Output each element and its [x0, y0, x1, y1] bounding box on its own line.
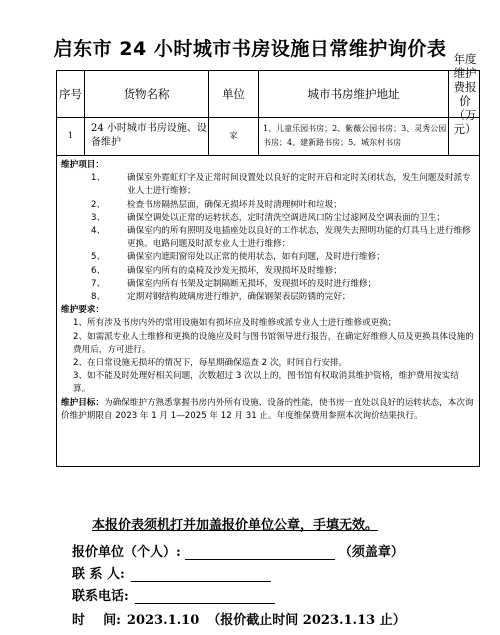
footer-notice: 本报价表须机打并加盖报价单位公章，手填无效。: [92, 518, 379, 533]
contact-label: 联 系 人:: [72, 567, 125, 582]
header-price: 年度维护费报价（万元）: [453, 52, 477, 136]
row-goods-name: 24 小时城市书房设施、设备维护: [85, 117, 209, 155]
row-price-field[interactable]: [449, 117, 481, 155]
row-unit: 家: [209, 117, 259, 155]
quoter-line: [72, 538, 472, 560]
maintenance-heading: 维护项目：: [61, 160, 104, 170]
header-name: 货物名称: [85, 71, 209, 117]
requirement-item: 3、如不能及时处理好相关问题，次数超过 3 次以上的，图书馆有权取消其维护资格，维护费用按实结算。: [73, 371, 459, 395]
goal-paragraph: [61, 397, 475, 423]
goal-text: 为确保维护方熟悉掌握书房内外所有设施、设备的性能，使书房一直处以良好的运转状态，本次询价维护期限自 2023 年 1 月 1—2025 年 12 月 31 止。年度维保费用参照本次询价结果执行。: [61, 397, 474, 421]
seal-note: （须盖章）: [338, 545, 404, 560]
quoter-label: 报价单位（个人）:: [72, 545, 181, 560]
table-row: [57, 117, 479, 156]
phone-input[interactable]: [135, 590, 275, 604]
contact-input[interactable]: [131, 568, 271, 582]
maintenance-item: 4、 确保室内的所有照明及电插座处以良好的工作状态，发现失去照明功能的灯具马上进行维修更换。电路问题及时派专业人士进行维修；: [91, 226, 471, 250]
maintenance-item: 8、 定期对钢结构玻璃房进行维护，确保钢架表层防锈的完好；: [91, 292, 351, 303]
details-section: [61, 159, 475, 423]
page-title: 启东市 24 小时城市书房设施日常维护询价表: [53, 38, 447, 60]
time-label: 时 间:: [72, 613, 121, 628]
maintenance-item: 5、 确保室内遮阳窗帘处以正常的使用状态，如有问题，及时进行维修；: [91, 252, 385, 263]
phone-line: [72, 582, 472, 604]
row-address: 1、儿童乐园书房；2、紫薇公园书房；3、灵秀公园书房；4、建新路书房；5、城东村书房: [259, 117, 449, 155]
maintenance-item: 7、 确保室内所有书架及定制隔断无损坏，发现损坏的及时进行维修；: [91, 278, 377, 289]
requirement-item: 2、在日常设施无损坏的情况下，每星期确保巡查 2 次，时间自行安排。: [73, 358, 348, 369]
header-index: 序号: [57, 71, 85, 117]
quoter-input[interactable]: [185, 546, 335, 560]
header-unit: 单位: [209, 71, 259, 117]
goal-heading: 维护目标：: [61, 397, 104, 408]
footer: [72, 514, 472, 628]
requirements-heading: 维护要求：: [61, 305, 104, 316]
requirement-item: 1、所有涉及书房内外的常用设施如有损坏应及时维修或派专业人士进行维修或更换；: [73, 318, 397, 329]
maintenance-item: 1、 确保室外霓虹灯字及正常时间设置处以良好的定时开启和定时关闭状态，发生问题及时派专业人士进行维修；: [91, 173, 471, 197]
inquiry-table: [56, 52, 480, 467]
maintenance-item: 6、 确保室内所有的桌椅及沙发无损坏，发现损坏及时维修；: [91, 265, 342, 276]
deadline-note: （报价截止时间 2023.1.13 止）: [207, 613, 406, 628]
time-line: [72, 604, 472, 628]
row-index: 1: [57, 117, 85, 155]
time-value: 2023.1.10: [126, 613, 200, 628]
phone-label: 联系电话:: [72, 589, 129, 604]
maintenance-item: 2、 检查书房隔热层面，确保无损坏并及时清理树叶和垃圾；: [91, 199, 342, 210]
header-address: 城市书房维护地址: [259, 71, 449, 117]
contact-line: [72, 560, 472, 582]
requirement-item: 2、如需派专业人士维修和更换的设施应及时与图书馆领导进行报告，在确定好维修人员及更换具体设施的费用后，方可进行。: [73, 331, 474, 355]
maintenance-item: 3、 确保空调处以正常的运转状态，定时清洗空调进风口防尘过滤网及空调表面的卫生；: [91, 212, 445, 223]
